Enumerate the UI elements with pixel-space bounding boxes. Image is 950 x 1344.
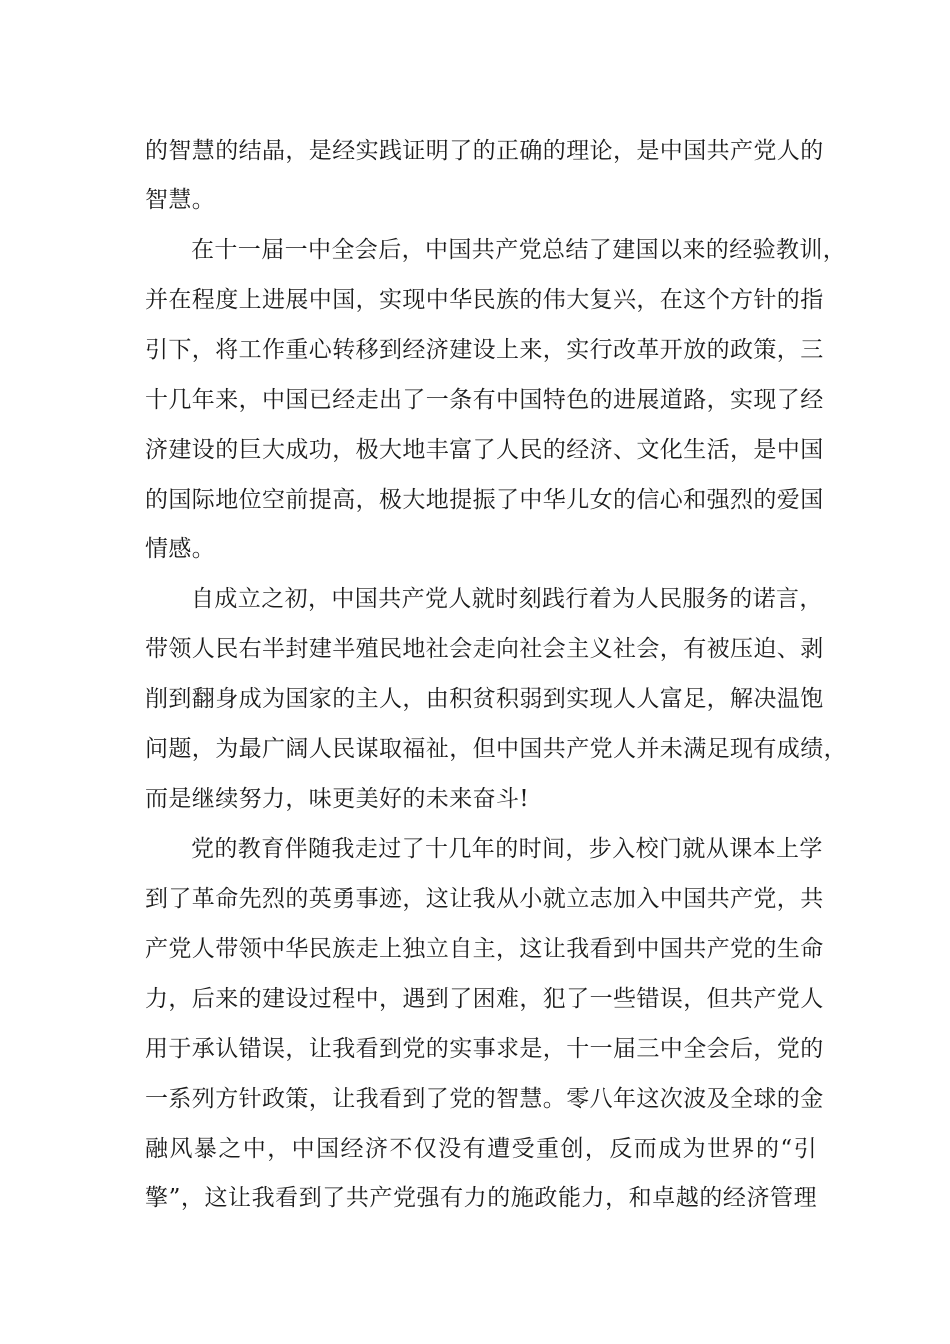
paragraph-2-line-6: 的国际地位空前提高，极大地提振了中华儿女的信心和强烈的爱国 xyxy=(145,487,824,513)
paragraph-4-line-6: 一系列方针政策，让我看到了党的智慧。零八年这次波及全球的金 xyxy=(145,1086,824,1112)
paragraph-3-line-4: 问题，为最广阔人民谋取福祉，但中国共产党人并未满足现有成绩， xyxy=(145,736,847,762)
paragraph-3-line-5: 而是继续努力，味更美好的未来奋斗! xyxy=(145,786,530,812)
paragraph-3-line-3: 削到翻身成为国家的主人，由积贫积弱到实现人人富足，解决温饱 xyxy=(145,686,824,712)
paragraph-2-line-5: 济建设的巨大成功，极大地丰富了人民的经济、文化生活，是中国 xyxy=(145,437,824,463)
paragraph-3-line-1: 自成立之初，中国共产党人就时刻践行着为人民服务的诺言， xyxy=(191,586,823,612)
paragraph-2-line-7: 情感。 xyxy=(145,536,216,562)
paragraph-4-line-3: 产党人带领中华民族走上独立自主，这让我看到中国共产党的生命 xyxy=(145,936,824,962)
paragraph-4-line-8: 擎”，这让我看到了共产党强有力的施政能力，和卓越的经济管理 xyxy=(145,1185,817,1211)
paragraph-4-line-4: 力，后来的建设过程中，遇到了困难，犯了一些错误，但共产党人 xyxy=(145,986,824,1012)
paragraph-1-line-1: 的智慧的结晶，是经实践证明了的正确的理论，是中国共产党人的 xyxy=(145,138,824,164)
paragraph-2-line-2: 并在程度上进展中国，实现中华民族的伟大复兴，在这个方针的指 xyxy=(145,287,824,313)
paragraph-1-line-2: 智慧。 xyxy=(145,187,216,213)
paragraph-4-line-7: 融风暴之中，中国经济不仅没有遭受重创，反而成为世界的“引 xyxy=(145,1136,817,1162)
paragraph-2-line-1: 在十一届一中全会后，中国共产党总结了建国以来的经验教训， xyxy=(191,237,847,263)
paragraph-4-line-5: 用于承认错误，让我看到党的实事求是，十一届三中全会后，党的 xyxy=(145,1036,824,1062)
paragraph-4-line-1: 党的教育伴随我走过了十几年的时间，步入校门就从课本上学 xyxy=(191,836,823,862)
paragraph-2-line-3: 引下，将工作重心转移到经济建设上来，实行改革开放的政策，三 xyxy=(145,337,824,363)
paragraph-3-line-2: 带领人民右半封建半殖民地社会走向社会主义社会，有被压迫、剥 xyxy=(145,636,824,662)
paragraph-4-line-2: 到了革命先烈的英勇事迹，这让我从小就立志加入中国共产党，共 xyxy=(145,886,824,912)
paragraph-2-line-4: 十几年来，中国已经走出了一条有中国特色的进展道路，实现了经 xyxy=(145,387,824,413)
